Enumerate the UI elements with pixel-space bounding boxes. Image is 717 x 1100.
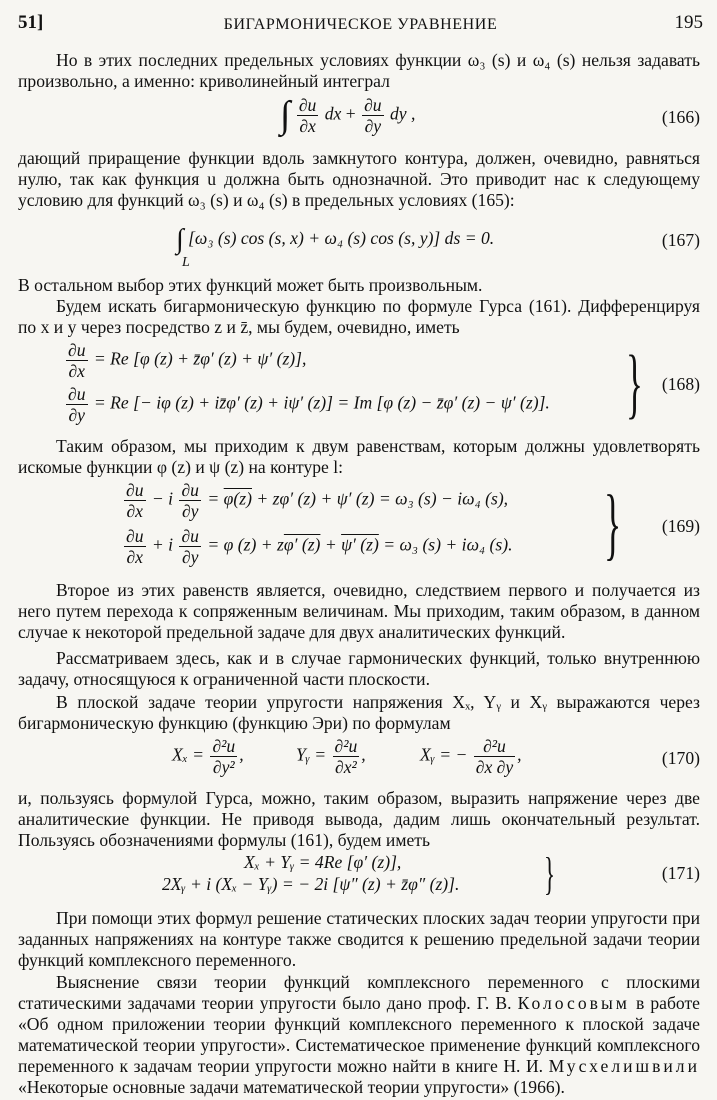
equation-168 — [18, 340, 700, 430]
paragraph-7: Рассматриваем здесь, как и в случае гармонических функций, только внутреннюю задачу, относящуюся к ограниченной части плоскости. — [18, 648, 700, 689]
section-number: 51] — [18, 12, 44, 33]
equation-168-line-1: $\frac{\partial u}{\partial x}$ = Re [φ (z) + z̄φ′ (z) + ψ′ (z)], — [68, 340, 307, 381]
contour-label: L — [182, 255, 190, 270]
equation-168-line-2: $\frac{\partial u}{\partial y}$ = Re [− iφ (z) + iz̄φ′ (z) + iψ′ (z)] = Im [φ (z) − z̄φ′ (z) − ψ′ (z)]. — [68, 384, 550, 425]
author-name-kolosov: Колосовым — [517, 993, 630, 1013]
equation-166 — [18, 95, 700, 139]
paragraph-9: и, пользуясь формулой Гурса, можно, таким образом, выразить напряжение через две аналитические функции. Не приводя вывода, дадим лишь окончательный результат. Пользуясь обозначениями формулы (161), будем иметь — [18, 788, 700, 850]
page-header — [18, 10, 703, 34]
paragraph-2: дающий приращение функции вдоль замкнутого контура, должен, очевидно, равняться нулю, так как функция u должна быть однозначной. Это приводит нас к следующему условию для функций ω₃ (s) и ω₄ (s) в предельных условиях (165): — [18, 148, 700, 210]
right-brace: } — [604, 480, 622, 568]
equation-number-169: (169) — [661, 516, 700, 536]
equation-169-line-1: $\frac{\partial u}{\partial x}$ − i $\frac{\partial u}{\partial y}$ = φ(z) + zφ′ (z) + ψ′ (z) = ω₃ (s) − iω₄ (s), — [126, 480, 509, 521]
paragraph-8: В плоской задаче теории упругости напряжения Xₓ, Yᵧ и Xᵧ выражаются через бигармоническую функцию (функцию Эри) по формулам — [18, 692, 700, 733]
paragraph-10: При помощи этих формул решение статических плоских задач теории упругости при заданных напряжениях на контуре также сводится к решению предельной задачи теории функций комплексного переменного. — [18, 908, 700, 970]
right-brace: } — [626, 339, 643, 426]
equation-169-line-2: $\frac{\partial u}{\partial x}$ + i $\frac{\partial u}{\partial y}$ = φ (z) + zφ′ (z) + ψ′ (z) = ω₃ (s) + iω₄ (s). — [126, 526, 513, 567]
equation-167-body: ∫ [ω₃ (s) cos (s, x) + ω₄ (s) cos (s, y)] ds = 0. — [176, 224, 495, 255]
equation-170-xy: Xᵧ = − $\frac{\text{∂²u}}{\partial x \partial y}$ , — [420, 736, 522, 777]
author-name-muskhelishvili: Мусхелишвили — [548, 1056, 700, 1076]
fraction-du-dx: $\frac{\partial u}{\partial x}$ — [298, 95, 317, 136]
equation-170 — [18, 736, 700, 786]
equation-number-170: (170) — [661, 748, 700, 768]
equation-171 — [18, 848, 700, 900]
page-number: 195 — [674, 12, 703, 33]
paragraph-11: Выяснение связи теории функций комплексного переменного с плоскими статическими задачами теории упругости было дано проф. Г. В. Колосовым в работе «Об одном приложении теории функций комплексного переменного к плоской задаче математической теории упругости». Систематическое применение функций комплексного переменного к задачам теории упругости можно найти в книге Н. И. Мусхелишвили «Некоторые основные задачи математической теории упругости» (1966). — [18, 972, 700, 1097]
equation-170-yy: Yᵧ = $\frac{\text{∂²u}}{\text{∂x²}}$ , — [296, 736, 366, 777]
integral-sign: ∫ — [280, 94, 291, 136]
contour-integral-sign: ∫ — [176, 224, 184, 255]
paragraph-3: В остальном выбор этих функций может быть произвольным. — [18, 275, 483, 295]
paragraph-6: Второе из этих равенств является, очевидно, следствием первого и получается из него путем перехода к сопряженным величинам. Мы приходим, таким образом, в данном случае к некоторой предельной задаче для двух аналитических функций. — [18, 580, 700, 642]
paragraph-4: Будем искать бигармоническую функцию по формуле Гурса (161). Дифференцируя по x и y через посредство z и z̄, мы будем, очевидно, иметь — [18, 296, 700, 337]
equation-171-line-2: 2Xᵧ + i (Xₓ − Yᵧ) = − 2i [ψ″ (z) + z̄φ″ (z)]. — [162, 874, 460, 894]
equation-number-166: (166) — [661, 107, 700, 127]
fraction-du-dy: $\frac{\partial u}{\partial y}$ — [364, 95, 382, 136]
equation-167 — [18, 224, 700, 272]
paragraph-1: Но в этих последних предельных условиях функции ω₃ (s) и ω₄ (s) нельзя задавать произвольно, а именно: криволинейный интеграл — [18, 50, 700, 91]
equation-171-line-1: Xₓ + Yᵧ = 4Re [φ′ (z)], — [244, 852, 402, 872]
equation-169 — [18, 480, 700, 572]
equation-number-171: (171) — [661, 863, 700, 883]
equation-170-xx: Xₓ = $\frac{\text{∂²u}}{\text{∂y²}}$ , — [172, 736, 244, 777]
equation-number-168: (168) — [661, 374, 700, 394]
equation-number-167: (167) — [661, 230, 700, 250]
right-brace: } — [544, 848, 556, 899]
equation-166-body: ∫ $\frac{\partial u}{\partial x}$ dx + $\frac{\partial u}{\partial y}$ dy , — [280, 94, 416, 136]
running-title: БИГАРМОНИЧЕСКОЕ УРАВНЕНИЕ — [223, 16, 498, 33]
paragraph-5: Таким образом, мы приходим к двум равенствам, которым должны удовлетворять искомые функции φ (z) и ψ (z) на контуре l: — [18, 436, 700, 477]
